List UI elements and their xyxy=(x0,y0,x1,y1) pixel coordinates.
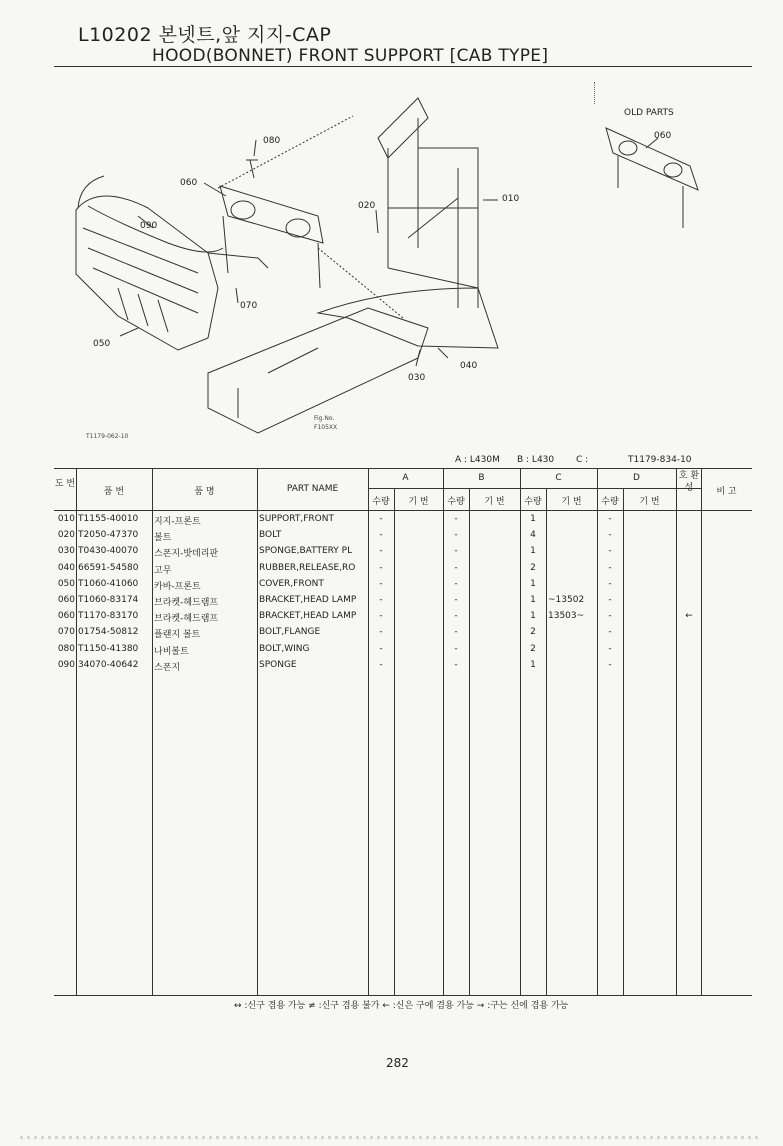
callout-090: 090 xyxy=(140,221,158,231)
table-cell-b-qty: - xyxy=(454,595,458,605)
callout-030: 030 xyxy=(408,373,426,383)
header-a-serial: 기 번 xyxy=(408,497,429,507)
header-group-d: D xyxy=(633,473,640,483)
table-cell-d-qty: - xyxy=(608,659,612,670)
table-cell-b-qty: - xyxy=(454,627,458,638)
table-cell-b-qty: - xyxy=(454,546,458,557)
drawing-code: T1179-062-10 xyxy=(86,433,129,440)
table-cell-compat: ← xyxy=(685,611,693,622)
header-b-qty: 수량 xyxy=(447,497,465,507)
table-cell-d-qty: - xyxy=(608,546,612,557)
table-cell-b-qty: - xyxy=(454,514,458,524)
model-a: A : L430M xyxy=(455,455,500,465)
table-cell-part-no: T2050-47370 xyxy=(78,530,139,541)
table-cell-name-en: SPONGE,BATTERY PL xyxy=(259,546,353,557)
table-cell-name-ko: 나비볼트 xyxy=(154,646,189,657)
exploded-parts-diagram xyxy=(58,88,758,448)
table-cell-d-qty: - xyxy=(608,611,612,622)
table-cell-part-no: T0430-40070 xyxy=(78,546,139,557)
table-cell-part-no: T1060-83174 xyxy=(78,595,139,605)
page-number: 282 xyxy=(386,1056,409,1070)
table-cell-d-qty: - xyxy=(608,514,612,524)
table-cell-ref: 030 xyxy=(57,546,75,557)
old-parts-label: OLD PARTS xyxy=(624,108,674,118)
table-cell-part-no: T1060-41060 xyxy=(78,578,139,589)
header-c-qty: 수량 xyxy=(524,497,542,507)
table-cell-name-ko: 브라켓-헤드램프 xyxy=(154,614,219,625)
table-cell-a-qty: - xyxy=(379,530,383,541)
table-cell-name-ko: 고무 xyxy=(154,565,172,576)
table-cell-a-qty: - xyxy=(379,643,383,654)
table-cell-c-qty: 4 xyxy=(530,530,536,541)
table-cell-ref: 010 xyxy=(57,514,75,524)
table-cell-b-qty: - xyxy=(454,643,458,654)
table-cell-d-qty: - xyxy=(608,578,612,589)
table-cell-c-qty: 2 xyxy=(530,562,536,573)
table-cell-name-en: SUPPORT,FRONT xyxy=(259,514,334,524)
table-cell-name-en: BOLT xyxy=(259,530,282,541)
table-cell-c-qty: 1 xyxy=(530,514,536,524)
table-cell-name-en: COVER,FRONT xyxy=(259,578,324,589)
table-cell-name-ko: 스폰지 xyxy=(154,662,181,673)
table-cell-d-qty: - xyxy=(608,530,612,541)
fig-label-line1: Fig.No. xyxy=(314,415,335,422)
table-cell-name-ko: 플랜지 볼트 xyxy=(154,630,201,641)
table-cell-name-ko: 볼트 xyxy=(154,533,172,544)
table-cell-a-qty: - xyxy=(379,546,383,557)
table-cell-c-qty: 1 xyxy=(530,546,536,557)
callout-010: 010 xyxy=(502,194,520,204)
parts-table xyxy=(54,468,752,996)
callout-020: 020 xyxy=(358,201,376,211)
table-cell-name-ko: 브라켓-헤드램프 xyxy=(154,598,219,608)
table-cell-name-en: BOLT,FLANGE xyxy=(259,627,321,638)
table-cell-name-en: BRACKET,HEAD LAMP xyxy=(259,595,357,605)
table-cell-ref: 020 xyxy=(57,530,75,541)
header-part-name-ko: 품 명 xyxy=(194,487,215,497)
header-part-name-en: PART NAME xyxy=(286,484,339,494)
callout-070: 070 xyxy=(240,301,258,311)
header-ref-no: 도 번 xyxy=(54,479,76,489)
callout-060-old: 060 xyxy=(654,131,672,141)
table-cell-ref: 040 xyxy=(57,562,75,573)
table-cell-ref: 090 xyxy=(57,659,75,670)
table-cell-part-no: 01754-50812 xyxy=(78,627,139,638)
callout-080: 080 xyxy=(263,136,281,146)
callout-060: 060 xyxy=(180,178,198,188)
header-interchange: 호 환 성 xyxy=(678,471,700,493)
table-cell-name-ko: 카바-프론트 xyxy=(154,581,201,592)
callout-040: 040 xyxy=(460,361,478,371)
header-b-serial: 기 번 xyxy=(484,497,505,507)
model-b: B : L430 xyxy=(517,455,555,465)
table-cell-c-qty: 2 xyxy=(530,643,536,654)
table-cell-name-en: BOLT,WING xyxy=(259,643,310,654)
header-group-a: A xyxy=(402,473,409,483)
fig-label-line2: F105XX xyxy=(314,424,338,431)
table-cell-c-serial: 13503~ xyxy=(548,611,585,622)
table-cell-ref: 060 xyxy=(57,611,75,622)
table-cell-a-qty: - xyxy=(379,562,383,573)
header-remarks: 비 고 xyxy=(716,487,737,497)
table-cell-c-qty: 1 xyxy=(530,659,536,670)
callout-050: 050 xyxy=(93,339,111,349)
diagram-svg xyxy=(58,88,758,448)
title-rule xyxy=(54,66,752,67)
table-cell-name-en: BRACKET,HEAD LAMP xyxy=(259,611,357,622)
table-cell-b-qty: - xyxy=(454,562,458,573)
table-cell-b-qty: - xyxy=(454,530,458,541)
compatibility-legend: ↔ :신구 겸용 가능 ≠ :신구 겸용 불가 ← :신은 구에 겸용 가능 → :구는 신에 겸용 가능 xyxy=(234,1001,569,1011)
table-cell-b-qty: - xyxy=(454,611,458,622)
table-cell-part-no: T1155-40010 xyxy=(78,514,139,524)
header-group-b: B xyxy=(478,473,485,483)
table-cell-c-qty: 1 xyxy=(530,611,536,622)
table-cell-d-qty: - xyxy=(608,562,612,573)
table-cell-ref: 070 xyxy=(57,627,75,638)
header-part-no: 품 번 xyxy=(103,487,125,497)
table-cell-a-qty: - xyxy=(379,611,383,622)
table-cell-d-qty: - xyxy=(608,595,612,605)
page-title-english: HOOD(BONNET) FRONT SUPPORT [CAB TYPE] xyxy=(152,46,549,66)
table-cell-name-ko: 지지-프론트 xyxy=(154,517,201,527)
table-cell-d-qty: - xyxy=(608,643,612,654)
model-c: C : xyxy=(576,455,589,465)
table-cell-a-qty: - xyxy=(379,659,383,670)
table-cell-part-no: T1170-83170 xyxy=(78,611,139,622)
table-cell-name-en: RUBBER,RELEASE,RO xyxy=(259,562,356,573)
table-cell-part-no: 66591-54580 xyxy=(78,562,139,573)
table-cell-b-qty: - xyxy=(454,578,458,589)
page-title-korean: L10202 본넷트,앞 지지-CAP xyxy=(78,24,332,46)
table-cell-part-no: 34070-40642 xyxy=(78,659,139,670)
header-d-serial: 기 번 xyxy=(639,497,660,507)
table-cell-a-qty: - xyxy=(379,578,383,589)
header-group-c: C xyxy=(555,473,562,483)
table-cell-d-qty: - xyxy=(608,627,612,638)
table-cell-ref: 060 xyxy=(57,595,75,605)
table-cell-a-qty: - xyxy=(379,514,383,524)
table-cell-ref: 080 xyxy=(57,643,75,654)
scan-edge xyxy=(20,1136,760,1139)
table-cell-a-qty: - xyxy=(379,627,383,638)
model-code: T1179-834-10 xyxy=(628,455,692,465)
header-c-serial: 기 번 xyxy=(561,497,582,507)
table-cell-c-serial: ~13502 xyxy=(548,595,585,605)
table-cell-b-qty: - xyxy=(454,659,458,670)
header-d-qty: 수량 xyxy=(601,497,619,507)
table-cell-name-en: SPONGE xyxy=(259,659,297,670)
table-cell-c-qty: 1 xyxy=(530,578,536,589)
table-cell-ref: 050 xyxy=(57,578,75,589)
table-cell-c-qty: 2 xyxy=(530,627,536,638)
table-cell-c-qty: 1 xyxy=(530,595,536,605)
header-a-qty: 수량 xyxy=(372,497,390,507)
table-cell-a-qty: - xyxy=(379,595,383,605)
table-cell-name-ko: 스폰지-밧데리판 xyxy=(154,549,219,560)
table-cell-part-no: T1150-41380 xyxy=(78,643,139,654)
